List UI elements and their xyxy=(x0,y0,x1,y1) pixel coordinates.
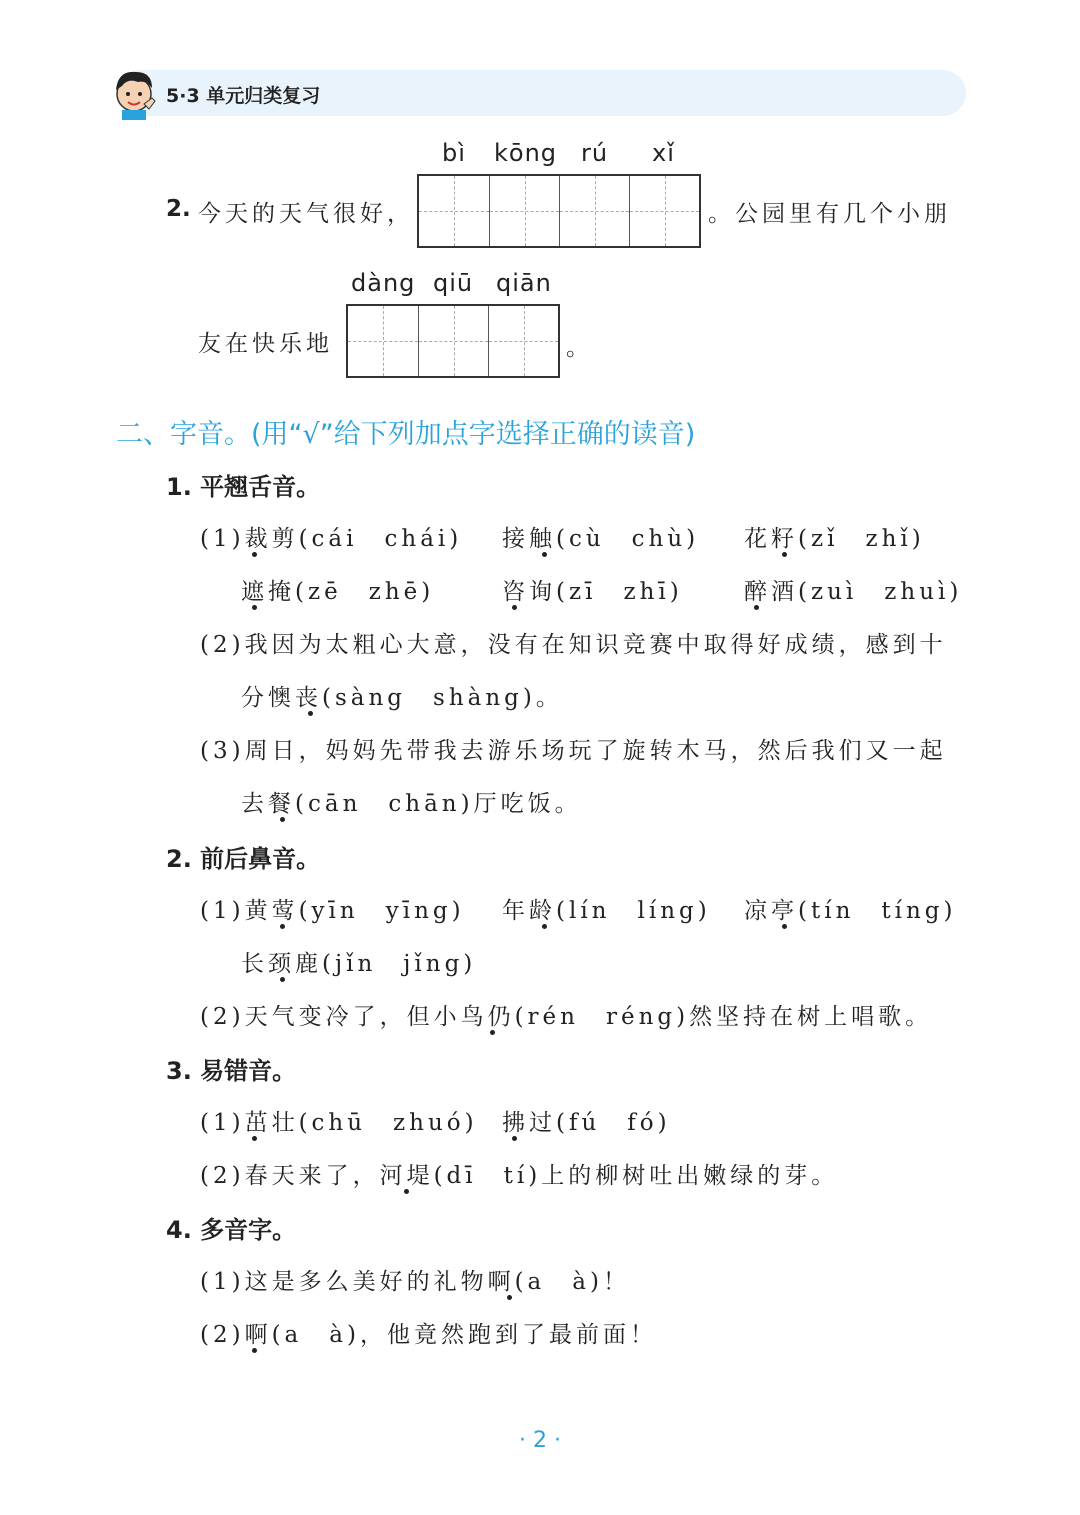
sentence-text: 。 xyxy=(566,335,593,361)
pinyin-label: dàng xyxy=(351,269,416,297)
question-number: 2. xyxy=(166,196,191,222)
sentence-text: 今天的天气很好， xyxy=(198,201,414,227)
emphasis-dot xyxy=(252,1348,257,1353)
item-text: 去餐(cān chān)厅吃饭。 xyxy=(241,791,582,817)
emphasis-dot xyxy=(280,977,285,982)
grid-cell[interactable] xyxy=(418,306,488,376)
emphasis-dot xyxy=(542,552,547,557)
emphasis-dot xyxy=(512,605,517,610)
writing-grid[interactable] xyxy=(417,174,701,248)
emphasis-dot xyxy=(512,1136,517,1141)
item-text: (1)这是多么美好的礼物啊(a à)！ xyxy=(200,1269,630,1295)
boy-mascot-icon xyxy=(108,64,160,120)
grid-cell[interactable] xyxy=(348,306,418,376)
emphasis-dot xyxy=(490,1030,495,1035)
grid-cell[interactable] xyxy=(488,306,558,376)
section-title: 二、字音。(用“√”给下列加点字选择正确的读音) xyxy=(116,419,696,450)
pinyin-label: qiān xyxy=(496,269,552,297)
subsection-title: 4. 多音字。 xyxy=(166,1216,297,1244)
pinyin-label: bì xyxy=(442,139,466,167)
item-text: (2)我因为太粗心大意，没有在知识竞赛中取得好成绩，感到十 xyxy=(200,632,947,658)
item-text: 咨询(zī zhī) xyxy=(502,579,683,605)
item-text: (1)裁剪(cái chái) xyxy=(200,526,463,552)
item-text: 年龄(lín líng) xyxy=(502,898,711,924)
item-text: 长颈鹿(jǐn jǐng) xyxy=(241,951,477,977)
pinyin-label: rú xyxy=(581,139,609,167)
subsection-title: 1. 平翘舌音。 xyxy=(166,473,321,501)
emphasis-dot xyxy=(542,924,547,929)
emphasis-dot xyxy=(280,924,285,929)
emphasis-dot xyxy=(754,605,759,610)
item-text: 分懊丧(sàng shàng)。 xyxy=(241,685,563,711)
item-text: (1)黄莺(yīn yīng) xyxy=(200,898,465,924)
item-text: 遮掩(zē zhē) xyxy=(241,579,435,605)
sentence-text: 。公园里有几个小朋 xyxy=(708,201,951,227)
emphasis-dot xyxy=(280,817,285,822)
emphasis-dot xyxy=(507,1295,512,1300)
item-text: (2)春天来了，河堤(dī tí)上的柳树吐出嫩绿的芽。 xyxy=(200,1163,839,1189)
pinyin-label: qiū xyxy=(433,269,474,297)
sentence-text: 友在快乐地 xyxy=(198,331,333,357)
item-text: 醉酒(zuì zhuì) xyxy=(744,579,963,605)
emphasis-dot xyxy=(404,1189,409,1194)
item-text: 花籽(zǐ zhǐ) xyxy=(744,526,925,552)
item-text: (2)啊(a à)，他竟然跑到了最前面！ xyxy=(200,1322,657,1348)
emphasis-dot xyxy=(252,552,257,557)
emphasis-dot xyxy=(252,1136,257,1141)
pinyin-label: xǐ xyxy=(652,139,675,167)
item-text: 拂过(fú fó) xyxy=(502,1110,671,1136)
page-number: · 2 · xyxy=(519,1428,561,1453)
emphasis-dot xyxy=(308,711,313,716)
grid-cell[interactable] xyxy=(489,176,559,246)
subsection-title: 3. 易错音。 xyxy=(166,1057,297,1085)
emphasis-dot xyxy=(782,552,787,557)
emphasis-dot xyxy=(252,605,257,610)
item-text: (3)周日，妈妈先带我去游乐场玩了旋转木马，然后我们又一起 xyxy=(200,738,947,764)
pinyin-label: kōng xyxy=(494,139,558,167)
item-text: (2)天气变冷了，但小鸟仍(rén réng)然坚持在树上唱歌。 xyxy=(200,1004,933,1030)
header-title: 5·3 单元归类复习 xyxy=(166,85,321,107)
grid-cell[interactable] xyxy=(629,176,699,246)
subsection-title: 2. 前后鼻音。 xyxy=(166,845,321,873)
grid-cell[interactable] xyxy=(419,176,489,246)
writing-grid[interactable] xyxy=(346,304,560,378)
emphasis-dot xyxy=(782,924,787,929)
item-text: (1)茁壮(chū zhuó) xyxy=(200,1110,478,1136)
item-text: 凉亭(tín tíng) xyxy=(744,898,957,924)
grid-cell[interactable] xyxy=(559,176,629,246)
item-text: 接触(cù chù) xyxy=(502,526,700,552)
